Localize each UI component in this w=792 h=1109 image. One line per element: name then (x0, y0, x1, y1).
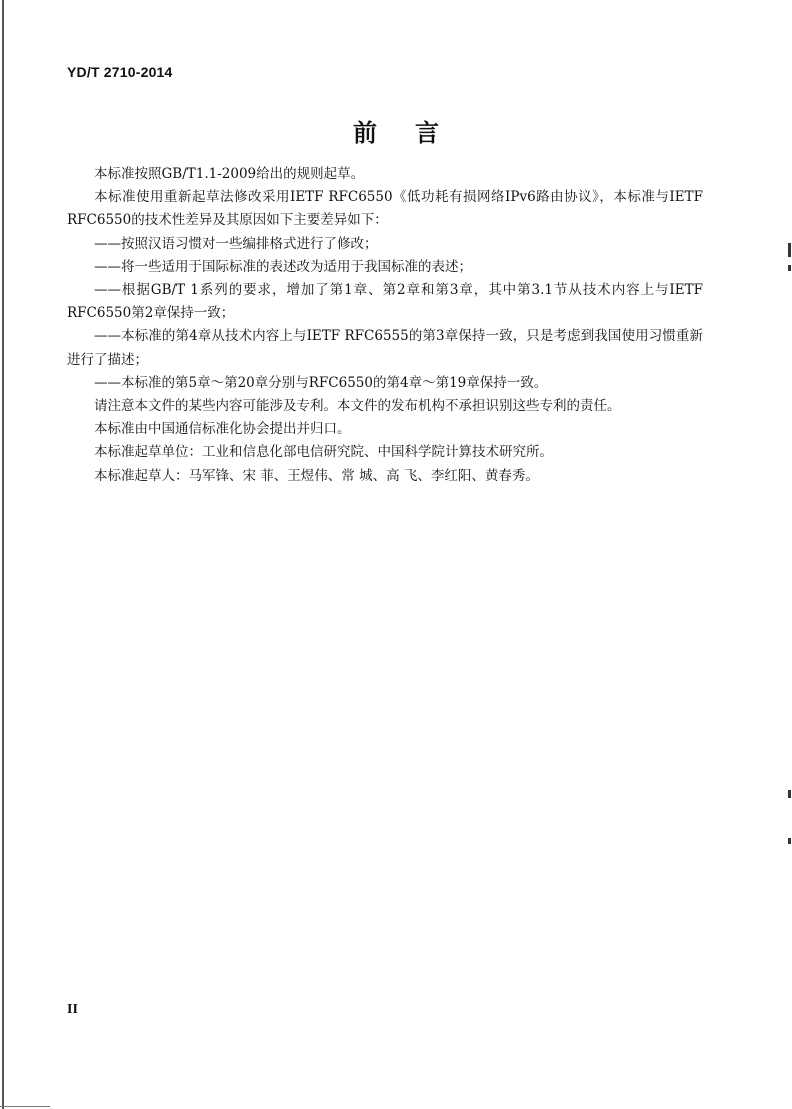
paragraph-drafting-rules: 本标准按照GB/T1.1-2009给出的规则起草。 (94, 166, 365, 182)
scan-edge-mark (788, 265, 791, 271)
scan-edge-mark (788, 838, 791, 844)
page-title: 前言 (353, 119, 477, 147)
list-item-difference: ——按照汉语习惯对一些编排格式进行了修改； (94, 235, 378, 252)
standard-code: YD/T 2710-2014 (67, 64, 173, 80)
list-item-difference: ——将一些适用于国际标准的表述改为适用于我国标准的表述； (94, 258, 472, 275)
list-item-difference: ——本标准的第5章～第20章分别与RFC6550的第4章～第19章保持一致。 (94, 374, 548, 391)
document-body (67, 163, 703, 488)
paragraph-drafting-units: 本标准起草单位：工业和信息化部电信研究院、中国科学院计算技术研究所。 (94, 444, 553, 461)
paragraph-drafters: 本标准起草人：马军锋、宋 菲、王煜伟、常 城、高 飞、李红阳、黄春秀。 (94, 467, 539, 484)
list-item-difference: ——根据GB/T 1系列的要求，增加了第1章、第2章和第3章，其中第3.1节从技术内容上与IETF RFC6550第2章保持一致； (67, 282, 703, 322)
left-border-line (2, 0, 4, 1109)
list-item-difference: ——本标准的第4章从技术内容上与IETF RFC6555的第3章保持一致，只是考虑到我国使用习惯重新进行了描述； (67, 328, 703, 368)
paragraph-patent-notice: 请注意本文件的某些内容可能涉及专利。本文件的发布机构不承担识别这些专利的责任。 (94, 398, 621, 415)
bottom-border-line (0, 1106, 50, 1107)
scan-edge-mark (788, 790, 791, 798)
paragraph-proposer: 本标准由中国通信标准化协会提出并归口。 (94, 421, 351, 438)
page-number: II (67, 1002, 78, 1017)
paragraph-adoption-method: 本标准使用重新起草法修改采用IETF RFC6550《低功耗有损网络IPv6路由协议》，本标准与IETF RFC6550的技术性差异及其原因如下主要差异如下： (67, 189, 703, 229)
scan-edge-mark (788, 243, 791, 257)
